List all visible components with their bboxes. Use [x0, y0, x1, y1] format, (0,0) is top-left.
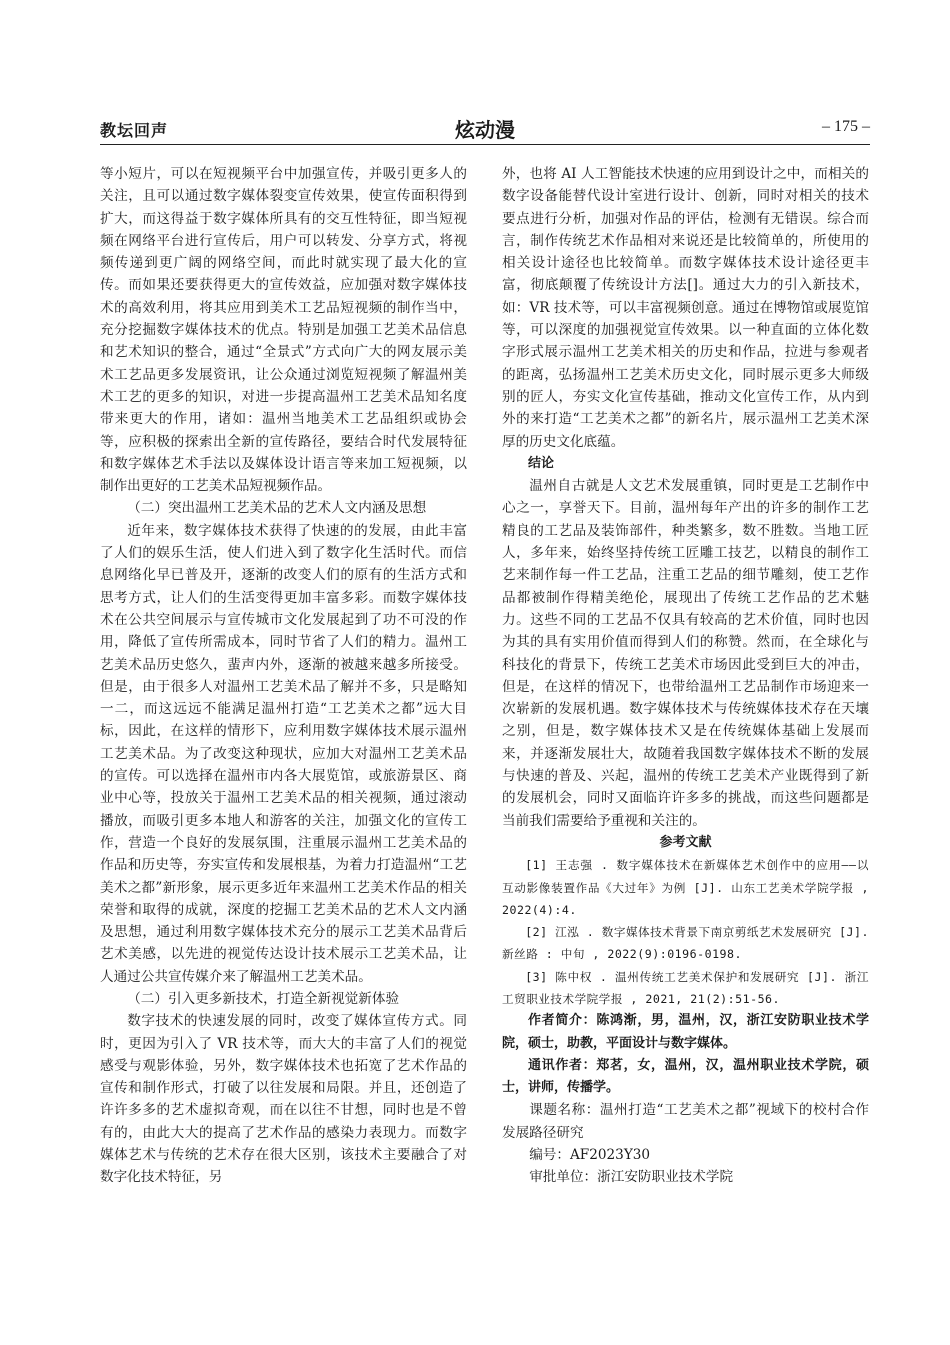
- reference-item: [2] 江泓 . 数字媒体技术背景下南京剪纸艺术发展研究 [J]. 新丝路 : 中旬 , 2022(9):0196-0198.: [502, 925, 869, 962]
- project-name: 课题名称：温州打造“工艺美术之都”视域下的校村合作发展路径研究: [502, 1102, 869, 1141]
- approval-unit: 审批单位：浙江安防职业技术学院: [529, 1169, 734, 1186]
- author-intro: 作者简介：陈鸿渐，男，温州，汉，浙江安防职业技术学院，硕士，助教，平面设计与数字媒体。: [502, 1013, 869, 1051]
- body-paragraph: 外，也将 AI 人工智能技术快速的应用到设计之中，而相关的数字设备能替代设计室进行设计、创新，同时对相关的技术要点进行分析，加强对作品的评估，检测有无错误。综合而言，制作传统艺术作品相对来说还是比较简单的，所使用的相关设计途径也比较简单。而数字媒体技术设计途径更丰富，彻底颠覆了传统设计方法[]。通过大力的引入新技术，如：VR 技术等，可以丰富视频创意。通过在博物馆或展览馆等，可以深度的加强视觉宣传效果。以一种直面的立体化数字形式展示温州工艺美术相关的历史和作品，拉进与参观者的距离，弘扬温州工艺美术历史文化，同时展示更多大师级别的匠人，夯实文化宣传基础，推动文化宣传工作，从内到外的来打造“工艺美术之都”的新名片，展示温州工艺美术深厚的历史文化底蕴。: [502, 166, 869, 450]
- subsection-heading: （二）引入更多新技术，打造全新视觉新体验: [127, 990, 400, 1007]
- left-column: [100, 163, 467, 1189]
- journal-title: 炫动漫: [455, 118, 515, 142]
- reference-item: [3] 陈中权 . 温州传统工艺美术保护和发展研究 [J]. 浙江工贸职业技术学院学报 , 2021, 21(2):51-56.: [502, 969, 869, 1006]
- body-paragraph: 数字技术的快速发展的同时，改变了媒体宣传方式。同时，更因为引入了 VR 技术等，而大大的丰富了人们的视觉感受与观影体验，另外，数字媒体技术也拓宽了艺术作品的宣传和制作形式，打破了以往发展和局限。并且，还创造了许许多多的艺术虚拟奇观，而在以往不甘想，同时也是不曾有的，由此大大的提高了艺术作品的感染力表现力。而数字媒体艺术与传统的艺术存在很大区别，该技术主要融合了对数字化技术特征，另: [100, 1013, 467, 1186]
- right-column: [502, 163, 869, 1189]
- header-rule: [100, 144, 870, 145]
- running-header: [100, 112, 870, 142]
- body-paragraph: 近年来，数字媒体技术获得了快速的的发展，由此丰富了人们的娱乐生活，使人们进入到了数字化生活时代。而信息网络化早已普及开，逐渐的改变人们的原有的生活方式和思考方式，让人们的生活变得更加丰富多彩。而数字媒体技术在公共空间展示与宣传城市文化发展起到了功不可没的作用，降低了宣传所需成本，同时节省了人们的精力。温州工艺美术品历史悠久，蜚声内外，逐渐的被越来越多所接受。但是，由于很多人对温州工艺美术品了解并不多，只是略知一二，而这远远不能满足温州打造“工艺美术之都”远大目标，因此，在这样的情形下，应利用数字媒体技术展示温州工艺美术品。为了改变这种现状，应加大对温州工艺美术品的宣传。可以选择在温州市内各大展览馆，或旅游景区、商业中心等，投放关于温州工艺美术品的相关视频，通过滚动播放，而吸引更多本地人和游客的关注，加强文化的宣传工作，营造一个良好的发展氛围，注重展示温州工艺美术品的作品和历史等，夯实宣传和发展根基，为着力打造温州“工艺美术之都”新形象，展示更多近年来温州工艺美术作品的相关荣誉和取得的成就，深度的挖掘工艺美术品的艺术人文内涵及思想，通过利用数字媒体技术充分的展示工艺美术品背后艺术美感，以先进的视觉传达设计技术展示工艺美术品，让人通过公共宣传媒介来了解温州工艺美术品。: [100, 522, 467, 985]
- body-paragraph: 等小短片，可以在短视频平台中加强宣传，并吸引更多人的关注，且可以通过数字媒体裂变宣传效果，使宣传面积得到扩大，而这得益于数字媒体所具有的交互性特征，即当短视频在网络平台进行宣传后，用户可以转发、分享方式，将视频传递到更广阔的网络空间，而此时就实现了最大化的宣传。而如果还要获得更大的宣传效益，应加强对数字媒体技术的高效利用，将其应用到美术工艺品短视频的制作当中，充分挖掘数字媒体技术的优点。特别是加强工艺美术品信息和艺术知识的整合，通过“全景式”方式向广大的网友展示美术工艺品更多发展资讯，让公众通过浏览短视频了解温州美术工艺的更多的知识，对进一步提高温州工艺美术品知名度带来更大的作用，诸如：温州当地美术工艺品组织或协会等，应积极的探索出全新的宣传路径，要结合时代发展特征和数字媒体艺术手法以及媒体设计语言等来加工短视频，以制作出更好的工艺美术品短视频作品。: [100, 166, 467, 495]
- body-paragraph: 温州自古就是人文艺术发展重镇，同时更是工艺制作中心之一，享誉天下。目前，温州每年产出的许多的制作工艺精良的工艺品及装饰部件，种类繁多，数不胜数。当地工匠人，多年来，始终坚持传统工匠雕工技艺，以精良的制作工艺来制作每一件工艺品，注重工艺品的细节雕刻，使工艺作品都被制作得精美绝伦，展现出了传统工艺作品的艺术魅力。这些不同的工艺品不仅具有较高的艺术价值，同时也因为其的具有实用价值而得到人们的称赞。然而，在全球化与科技化的背景下，传统工艺美术市场因此受到巨大的冲击，但是，在这样的情况下，也带给温州工艺品制作市场迎来一次崭新的发展机遇。数字媒体技术与传统媒体技术存在天壤之别，但是，数字媒体技术又是在传统媒体基础上发展而来，并逐渐发展壮大，故随着我国数字媒体技术不断的发展与快速的普及、兴起，温州的传统工艺美术产业既得到了新的发展机会，同时又面临许许多多的挑战，而这些问题都是当前我们需要给予重视和关注的。: [502, 478, 869, 829]
- project-number: 编号：AF2023Y30: [529, 1147, 651, 1164]
- subsection-heading: （二）突出温州工艺美术品的艺术人文内涵及思想: [127, 500, 427, 517]
- reference-item: [1] 王志强 . 数字媒体技术在新媒体艺术创作中的应用——以互动影像装置作品《大过年》为例 [J]. 山东工艺美术学院学报 , 2022(4):4.: [502, 858, 869, 917]
- conclusion-heading: 结论: [528, 455, 555, 471]
- references-heading: 参考文献: [659, 834, 712, 850]
- corresponding-author: 通讯作者：郑茗，女，温州，汉，温州职业技术学院，硕士，讲师，传播学。: [502, 1057, 869, 1096]
- section-name: 教坛回声: [100, 121, 169, 140]
- page-number: – 175 –: [822, 118, 870, 135]
